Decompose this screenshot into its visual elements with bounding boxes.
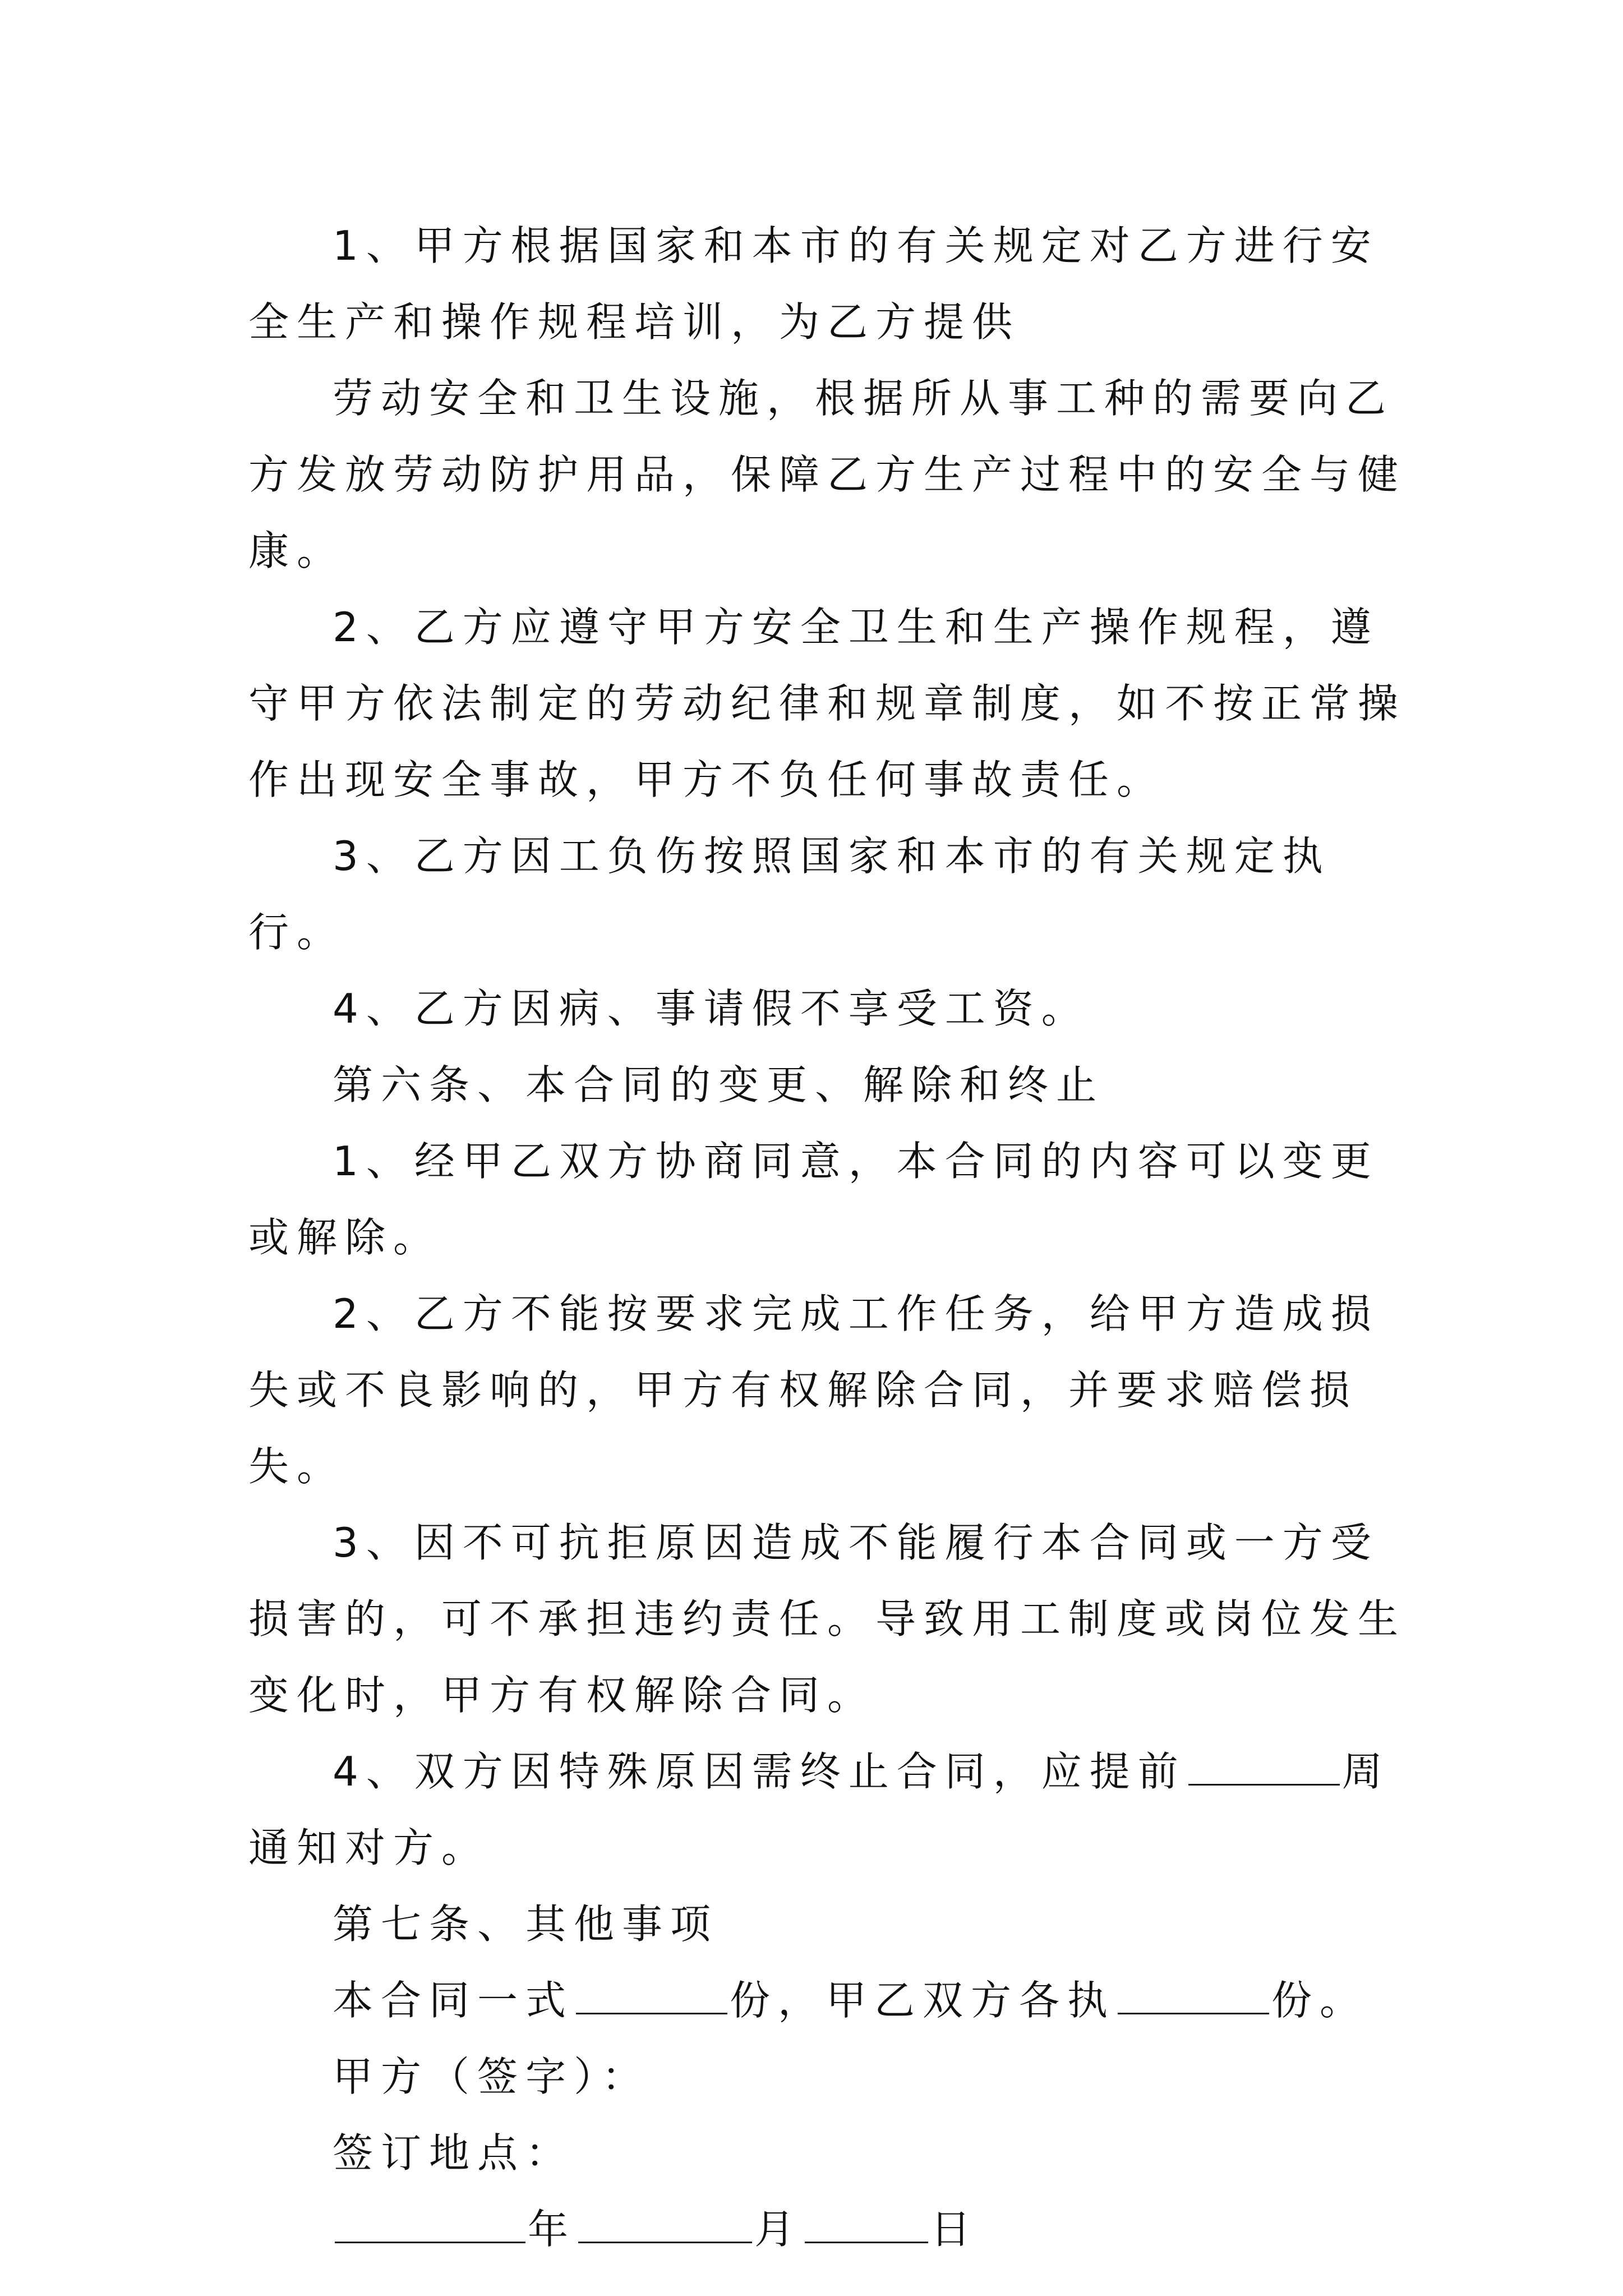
total-copies-blank[interactable] — [576, 1972, 727, 2014]
paragraph-operating-rules: 2、乙方应遵守甲方安全卫生和生产操作规程，遵守甲方依法制定的劳动纪律和规章制度，如不按正常操作出现安全事故，甲方不负任何事故责任。 — [248, 604, 1407, 803]
paragraph-force-majeure: 3、因不可抗拒原因造成不能履行本合同或一方受损害的，可不承担违约责任。导致用工制度或岗位发生变化时，甲方有权解除合同。 — [248, 1519, 1407, 1719]
each-copies-blank[interactable] — [1118, 1972, 1269, 2014]
contract-body — [248, 208, 1421, 2267]
day-label: 日 — [930, 2206, 979, 2253]
article-six-heading: 第六条、本合同的变更、解除和终止 — [333, 1061, 1105, 1108]
termination-text-before: 4、双方因特殊原因需终止合同，应提前 — [333, 1748, 1186, 1795]
signing-date-line — [248, 2191, 1421, 2267]
paragraph-mutual-change: 1、经甲乙双方协商同意，本合同的内容可以变更或解除。 — [248, 1138, 1379, 1261]
notice-weeks-blank[interactable] — [1188, 1743, 1340, 1786]
signing-place-label: 签订地点： — [333, 2129, 574, 2177]
paragraph-work-injury: 3、乙方因工负伤按照国家和本市的有关规定执行。 — [248, 832, 1331, 956]
year-label: 年 — [528, 2206, 577, 2253]
copies-text-b: 份，甲乙双方各执 — [730, 1977, 1116, 2024]
paragraph-sick-leave: 4、乙方因病、事请假不享受工资。 — [333, 985, 1090, 1032]
day-blank[interactable] — [805, 2201, 928, 2243]
month-blank[interactable] — [578, 2201, 752, 2243]
paragraph-copies — [248, 1962, 1421, 2039]
paragraph-termination-notice — [248, 1733, 1421, 1886]
paragraph-safety-facilities: 劳动安全和卫生设施，根据所从事工种的需要向乙方发放劳动防护用品，保障乙方生产过程中的安全与健康。 — [248, 375, 1407, 574]
copies-text-c: 份。 — [1271, 1977, 1368, 2024]
article-seven-heading: 第七条、其他事项 — [333, 1901, 719, 1948]
party-a-signature-label: 甲方（签字）： — [333, 2053, 651, 2100]
paragraph-safety-training: 1、甲方根据国家和本市的有关规定对乙方进行安全生产和操作规程培训，为乙方提供 — [248, 222, 1379, 346]
month-label: 月 — [754, 2206, 803, 2253]
year-blank[interactable] — [335, 2201, 525, 2243]
copies-text-a: 本合同一式 — [333, 1977, 574, 2024]
paragraph-task-failure: 2、乙方不能按要求完成工作任务，给甲方造成损失或不良影响的，甲方有权解除合同，并要求赔偿损失。 — [248, 1290, 1379, 1490]
termination-text-after: 周通知对方。 — [248, 1748, 1390, 1871]
